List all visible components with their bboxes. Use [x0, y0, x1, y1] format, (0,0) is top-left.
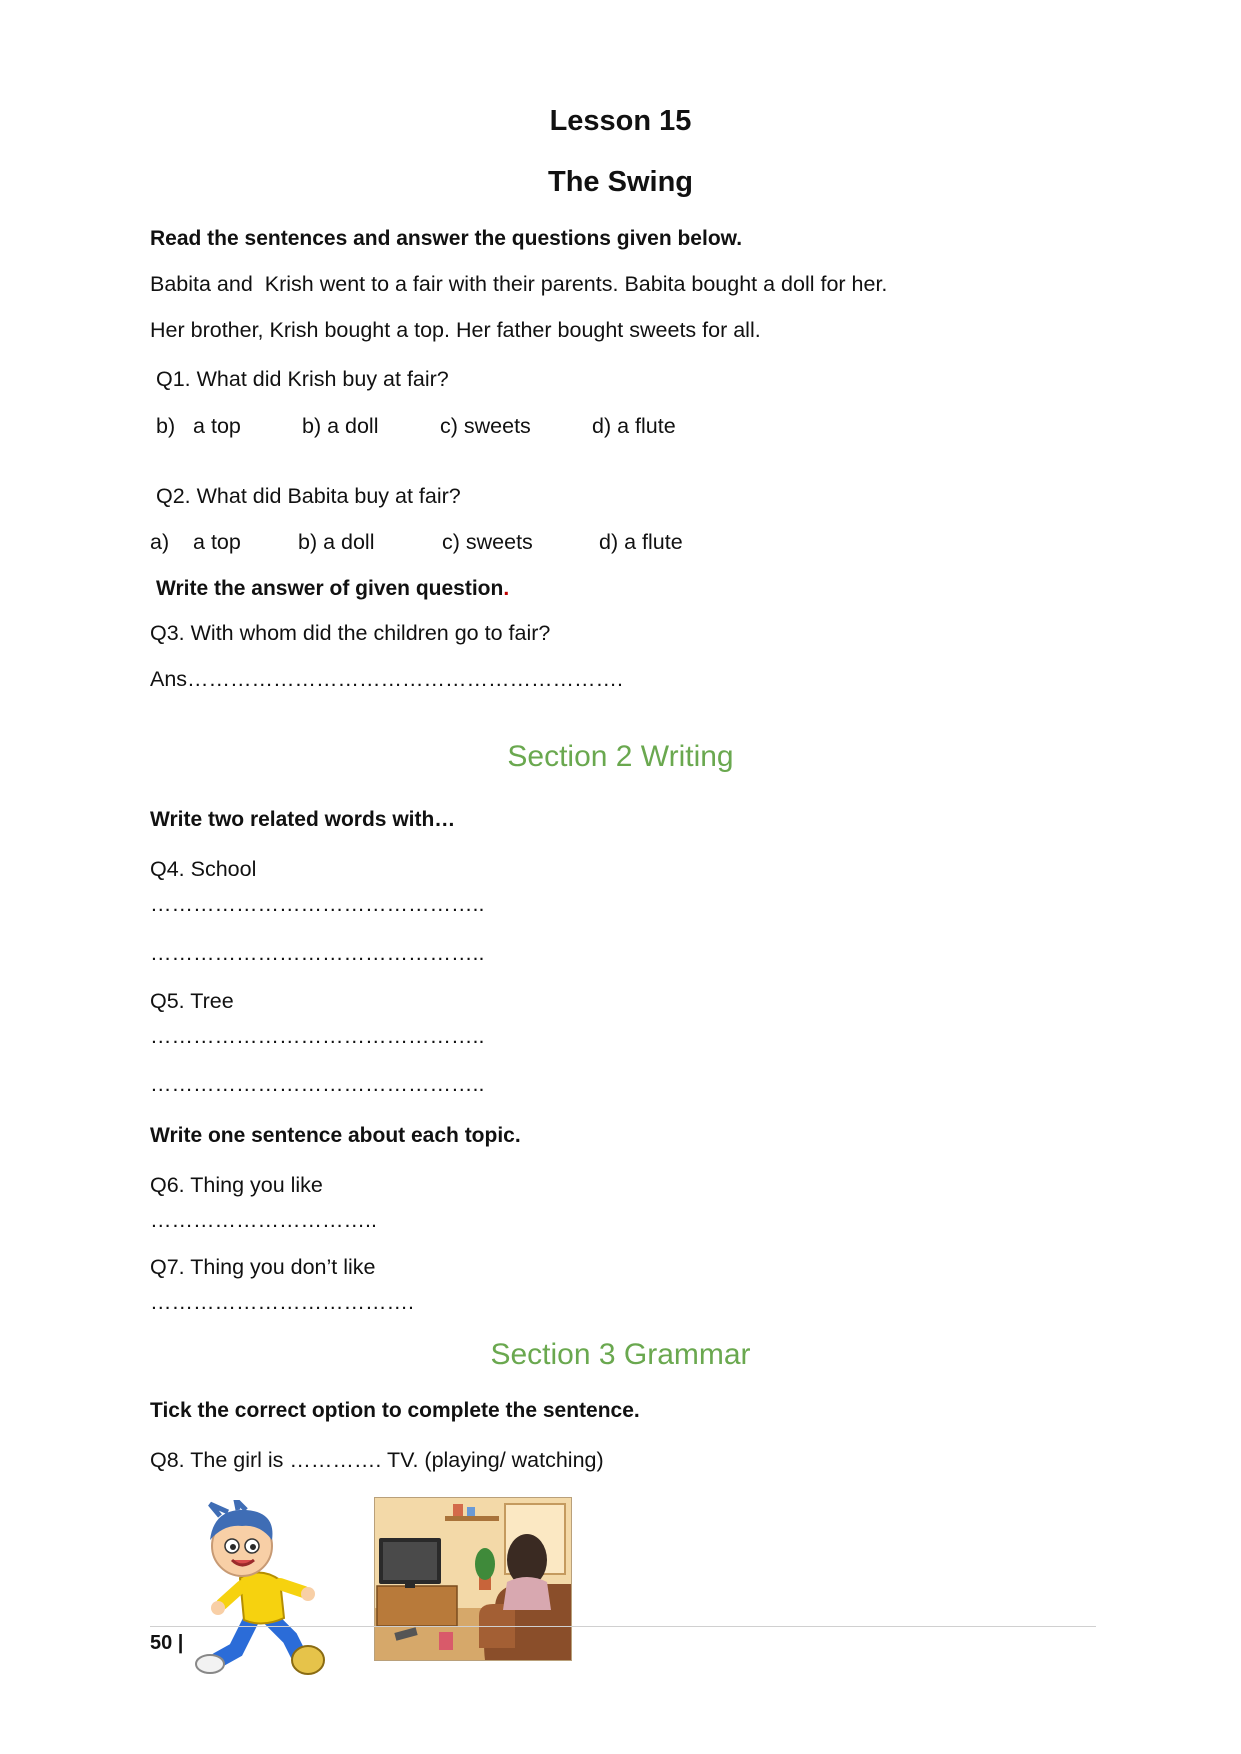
passage-line-2: Her brother, Krish bought a top. Her father bought sweets for all. [150, 318, 761, 342]
reading-instruction: Read the sentences and answer the questions given below. [150, 227, 743, 250]
sentence-instruction: Write one sentence about each topic. [150, 1124, 521, 1147]
q3-question: Q3. With whom did the children go to fair? [150, 621, 551, 645]
page-number: 50 | [150, 1632, 184, 1654]
q2-option-c: c) sweets [442, 530, 533, 554]
section-3-heading: Section 3 Grammar [490, 1338, 751, 1371]
section-2-heading: Section 2 Writing [507, 740, 734, 773]
q6-label: Q6. Thing you like [150, 1173, 323, 1197]
q2-option-d: d) a flute [599, 530, 683, 554]
girl-watching-tv-illustration [374, 1497, 572, 1661]
running-boy-illustration [180, 1500, 340, 1680]
q3-answer-line: Ans……………………………………………………. [150, 667, 624, 691]
q4-line-2: ……………………………………….. [150, 941, 485, 965]
q1-option-c: c) sweets [440, 414, 531, 438]
footer-divider [150, 1626, 1096, 1627]
lesson-number: Lesson 15 [549, 105, 692, 137]
q1-option-a: b) a top [156, 414, 241, 438]
q1-option-d: d) a flute [592, 414, 676, 438]
q4-label: Q4. School [150, 857, 257, 881]
lesson-title: The Swing [548, 166, 693, 198]
grammar-instruction: Tick the correct option to complete the sentence. [150, 1399, 640, 1422]
q6-line: ………………………….. [150, 1208, 377, 1232]
q5-line-1: ……………………………………….. [150, 1024, 485, 1048]
q8-question: Q8. The girl is …………. TV. (playing/ watching) [150, 1448, 604, 1472]
q5-line-2: ……………………………………….. [150, 1072, 485, 1096]
answer-instruction [156, 577, 509, 600]
writing-instruction: Write two related words with… [150, 808, 456, 831]
q2-option-a: a) a top [150, 530, 241, 554]
q1-question: Q1. What did Krish buy at fair? [156, 367, 449, 391]
q7-label: Q7. Thing you don’t like [150, 1255, 376, 1279]
q2-option-b: b) a doll [298, 530, 375, 554]
q1-option-b: b) a doll [302, 414, 379, 438]
answer-instruction-dot: . [503, 577, 510, 600]
q7-line: ………………………………. [150, 1290, 414, 1314]
q5-label: Q5. Tree [150, 989, 234, 1013]
q2-question: Q2. What did Babita buy at fair? [156, 484, 461, 508]
passage-line-1: Babita and Krish went to a fair with their parents. Babita bought a doll for her. [150, 272, 888, 296]
q4-line-1: ……………………………………….. [150, 892, 485, 916]
answer-instruction-text: Write the answer of given question [156, 577, 504, 600]
